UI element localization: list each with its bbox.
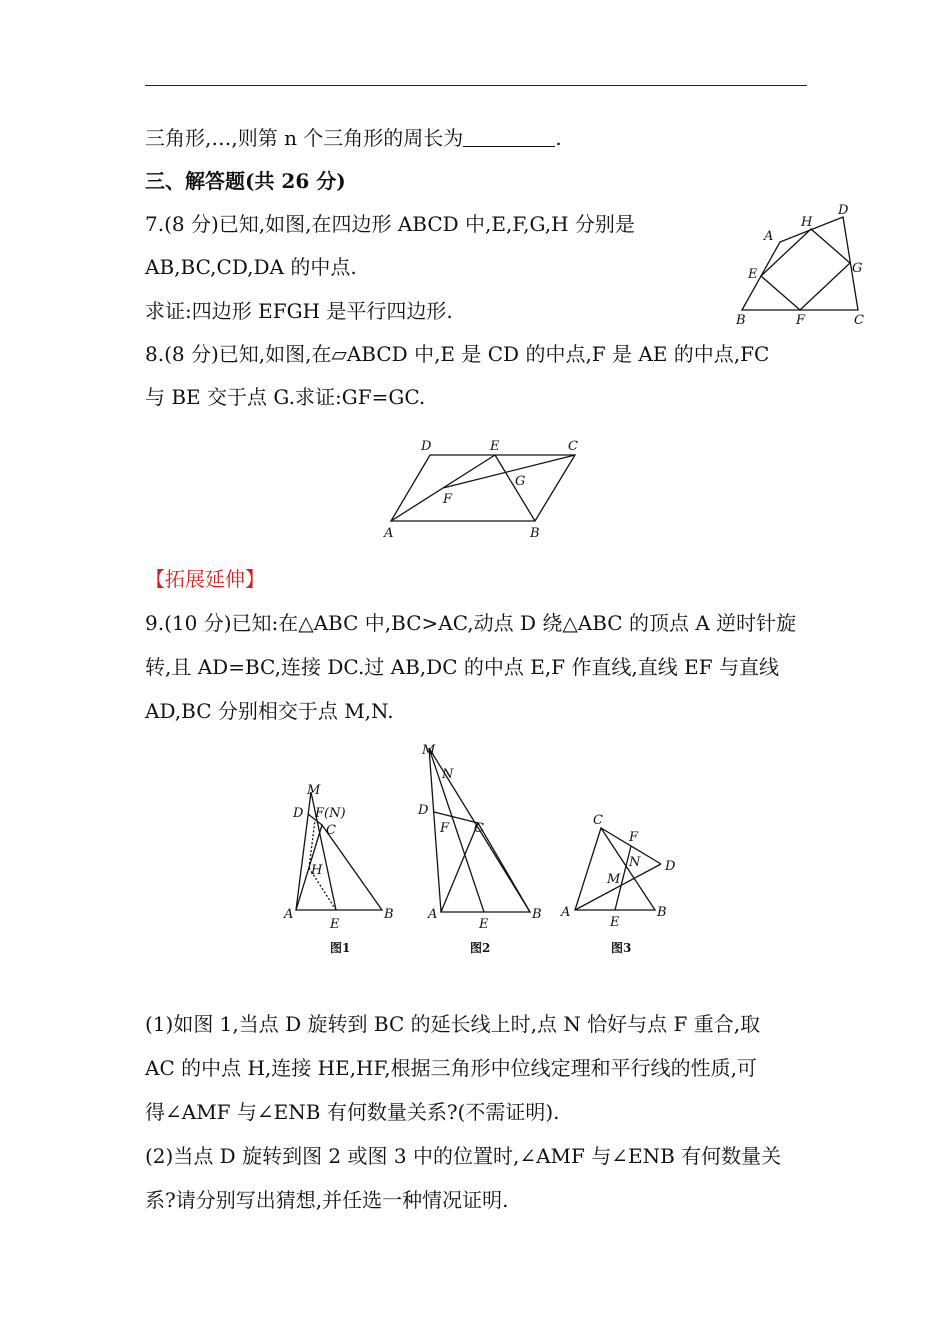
triangle-abc [441, 823, 530, 912]
label-E: E [330, 917, 340, 932]
label-C: C [326, 823, 336, 838]
q8-line-b: 与 BE 交于点 G.求证:GF=GC. [145, 385, 426, 409]
parallelogram-abcd [391, 455, 575, 521]
label-D: D [665, 859, 676, 874]
label-B: B [530, 526, 540, 541]
label-A: A [428, 907, 438, 922]
label-A: A [764, 229, 774, 244]
label-F: F [443, 492, 453, 507]
text-line-1 [145, 123, 562, 153]
q9-line-b: 转,且 AD=BC,连接 DC.过 AB,DC 的中点 E,F 作直线,直线 EF 与直线 [145, 655, 779, 679]
q7-line-b: AB,BC,CD,DA 的中点. [145, 255, 357, 279]
label-G: G [852, 261, 863, 276]
figure-q9-2 [412, 740, 552, 960]
label-D: D [293, 806, 304, 821]
label-FN: F(N) [315, 806, 346, 821]
extension-heading: 【拓展延伸】 [145, 567, 265, 591]
figure-q9-3 [555, 810, 695, 960]
label-B: B [384, 907, 394, 922]
label-C: C [474, 821, 484, 836]
segment-fc [443, 455, 575, 488]
caption-fig2: 图2 [470, 941, 491, 955]
label-F: F [440, 821, 450, 836]
label-C: C [854, 313, 864, 328]
label-B: B [657, 905, 667, 920]
label-E: E [479, 917, 489, 932]
q9-line-c: AD,BC 分别相交于点 M,N. [145, 699, 394, 723]
q9-line-a: 9.(10 分)已知:在△ABC 中,BC>AC,动点 D 绕△ABC 的顶点 A 逆时针旋 [145, 611, 797, 635]
label-B: B [532, 907, 542, 922]
label-A: A [384, 526, 394, 541]
text-l1: 三角形,…,则第 n 个三角形的周长为 [145, 126, 464, 150]
text-l1-tail: . [555, 126, 562, 150]
p2-line-b: 系?请分别写出猜想,并任选一种情况证明. [145, 1188, 509, 1212]
caption-fig1: 图1 [330, 941, 351, 955]
answer-blank [463, 126, 555, 147]
section-heading: 三、解答题(共 26 分) [145, 169, 346, 193]
q7-line-c: 求证:四边形 EFGH 是平行四边形. [145, 299, 453, 323]
label-H: H [801, 215, 813, 230]
label-G: G [515, 474, 526, 489]
label-A: A [284, 907, 294, 922]
label-E: E [490, 439, 500, 454]
label-M: M [422, 743, 436, 758]
q7-line-a: 7.(8 分)已知,如图,在四边形 ABCD 中,E,F,G,H 分别是 [145, 212, 635, 236]
figure-q7 [728, 200, 868, 330]
label-F: F [796, 313, 806, 328]
label-M: M [607, 872, 621, 887]
p1-line-c: 得∠AMF 与∠ENB 有何数量关系?(不需证明). [145, 1100, 560, 1124]
label-N: N [442, 767, 454, 782]
p2-line-a: (2)当点 D 旋转到图 2 或图 3 中的位置时,∠AMF 与∠ENB 有何数量关 [145, 1144, 782, 1168]
segment-hf [309, 820, 315, 868]
quad-efgh [761, 229, 850, 310]
figure-q9-1 [278, 780, 398, 960]
quad-abcd [742, 217, 858, 310]
label-N: N [629, 855, 641, 870]
label-C: C [568, 439, 578, 454]
figure-q8 [375, 435, 595, 545]
label-M: M [307, 783, 321, 798]
label-C: C [593, 813, 603, 828]
p1-line-a: (1)如图 1,当点 D 旋转到 BC 的延长线上时,点 N 恰好与点 F 重合,取 [145, 1012, 761, 1036]
triangle-abc [575, 828, 655, 910]
label-B: B [736, 313, 746, 328]
q8-line-a: 8.(8 分)已知,如图,在▱ABCD 中,E 是 CD 的中点,F 是 AE 的中点,FC [145, 342, 770, 366]
header-rule [145, 85, 807, 86]
label-D: D [421, 439, 432, 454]
label-F: F [629, 830, 639, 845]
label-E: E [610, 915, 620, 930]
label-D: D [418, 803, 429, 818]
label-D: D [838, 203, 849, 218]
label-E: E [748, 267, 758, 282]
label-H: H [311, 863, 323, 878]
p1-line-b: AC 的中点 H,连接 HE,HF,根据三角形中位线定理和平行线的性质,可 [145, 1056, 757, 1080]
caption-fig3: 图3 [611, 941, 632, 955]
label-A: A [561, 905, 571, 920]
